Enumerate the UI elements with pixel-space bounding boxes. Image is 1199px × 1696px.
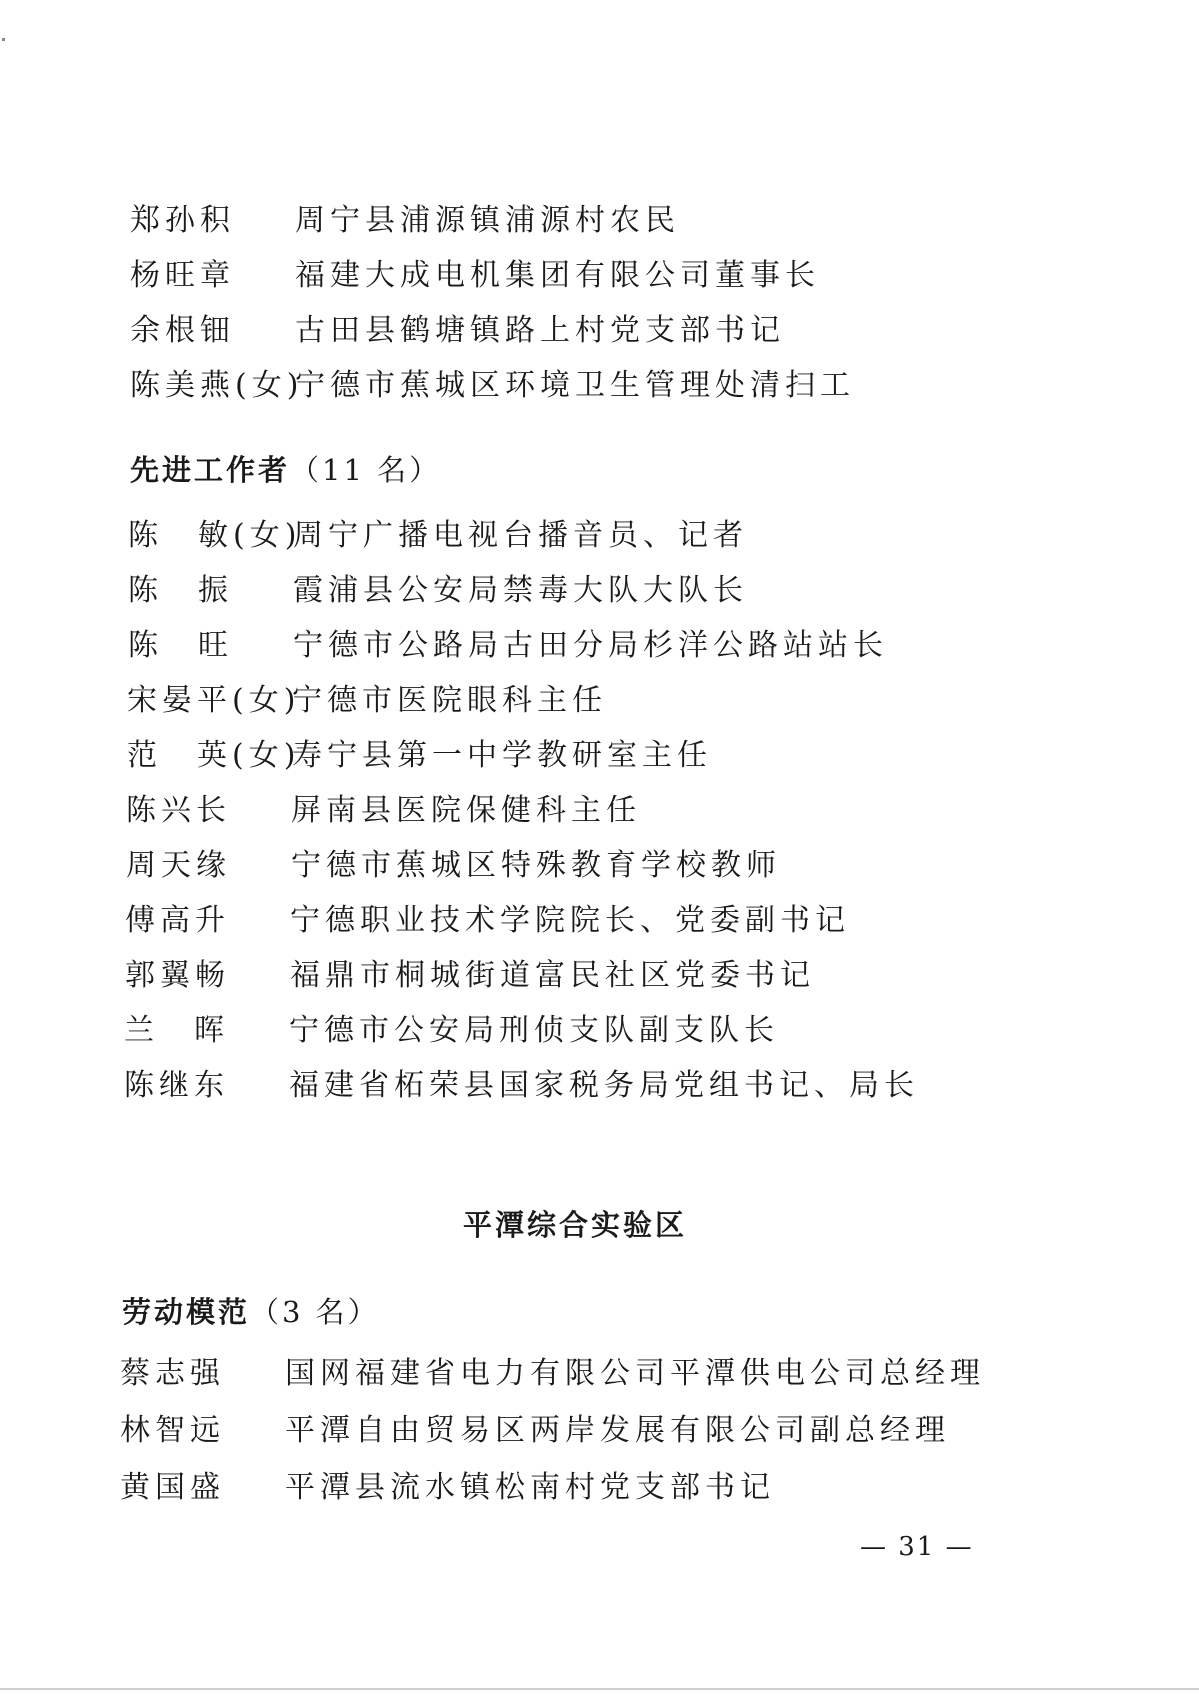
list-item bbox=[128, 508, 748, 556]
scan-edge-line bbox=[0, 1688, 1199, 1690]
list-item bbox=[127, 728, 712, 776]
category-heading bbox=[122, 1290, 380, 1331]
person-name: 宋晏平(女) bbox=[127, 683, 301, 718]
person-title: 屏南县医院保健科主任 bbox=[291, 793, 641, 828]
person-title: 宁德市公安局刑侦支队副支队长 bbox=[289, 1013, 779, 1048]
category-title: 先进工作者 bbox=[130, 453, 291, 487]
person-title: 周宁广播电视台播音员、记者 bbox=[293, 518, 748, 553]
person-name: 郭翼畅 bbox=[125, 958, 230, 993]
person-name: 余根钿 bbox=[130, 313, 235, 348]
list-item bbox=[130, 358, 855, 406]
person-title: 国网福建省电力有限公司平潭供电公司总经理 bbox=[285, 1356, 985, 1391]
person-title: 周宁县浦源镇浦源村农民 bbox=[295, 203, 680, 238]
person-title: 福建省柘荣县国家税务局党组书记、局长 bbox=[289, 1068, 919, 1103]
person-title: 寿宁县第一中学教研室主任 bbox=[292, 738, 712, 773]
person-name: 蔡志强 bbox=[120, 1356, 225, 1391]
list-item bbox=[126, 783, 641, 831]
list-item bbox=[125, 948, 815, 996]
list-item bbox=[130, 303, 785, 351]
person-name: 陈 旺 bbox=[128, 628, 233, 663]
list-item bbox=[130, 193, 680, 241]
list-item bbox=[120, 1403, 950, 1451]
person-name: 周天缘 bbox=[126, 848, 231, 883]
list-item bbox=[126, 838, 781, 886]
person-title: 宁德市公路局古田分局杉洋公路站站长 bbox=[293, 628, 888, 663]
person-name: 陈 敏(女) bbox=[128, 518, 302, 553]
list-item bbox=[125, 893, 850, 941]
person-title: 福鼎市桐城街道富民社区党委书记 bbox=[290, 958, 815, 993]
person-title: 古田县鹤塘镇路上村党支部书记 bbox=[295, 313, 785, 348]
person-title: 霞浦县公安局禁毒大队大队长 bbox=[293, 573, 748, 608]
list-item bbox=[120, 1460, 775, 1508]
category-count: （11 名） bbox=[290, 453, 442, 487]
person-name: 林智远 bbox=[120, 1413, 225, 1448]
list-item bbox=[128, 563, 748, 611]
scan-speck bbox=[2, 38, 5, 41]
page-number: — 31 — bbox=[860, 1532, 974, 1562]
person-title: 宁德市蕉城区环境卫生管理处清扫工 bbox=[295, 368, 855, 403]
category-heading bbox=[130, 448, 441, 489]
person-name: 陈继东 bbox=[124, 1068, 229, 1103]
person-name: 范 英(女) bbox=[127, 738, 301, 773]
person-name: 兰 晖 bbox=[124, 1013, 229, 1048]
person-name: 杨旺章 bbox=[130, 258, 235, 293]
person-title: 平潭自由贸易区两岸发展有限公司副总经理 bbox=[285, 1413, 950, 1448]
person-name: 黄国盛 bbox=[120, 1470, 225, 1505]
person-name: 傅高升 bbox=[125, 903, 230, 938]
category-count: （3 名） bbox=[250, 1295, 380, 1329]
category-title: 劳动模范 bbox=[122, 1295, 251, 1329]
person-name: 陈 振 bbox=[128, 573, 233, 608]
person-name: 陈美燕(女) bbox=[130, 368, 304, 403]
person-title: 宁德职业技术学院院长、党委副书记 bbox=[290, 903, 850, 938]
list-item bbox=[120, 1346, 985, 1394]
list-item bbox=[124, 1058, 919, 1106]
person-name: 陈兴长 bbox=[126, 793, 231, 828]
person-name: 郑孙积 bbox=[130, 203, 235, 238]
person-title: 福建大成电机集团有限公司董事长 bbox=[295, 258, 820, 293]
list-item bbox=[124, 1003, 779, 1051]
section-title: 平潭综合实验区 bbox=[462, 1208, 687, 1242]
list-item bbox=[130, 248, 820, 296]
person-title: 宁德市蕉城区特殊教育学校教师 bbox=[291, 848, 781, 883]
person-title: 宁德市医院眼科主任 bbox=[292, 683, 607, 718]
list-item bbox=[128, 618, 888, 666]
person-title: 平潭县流水镇松南村党支部书记 bbox=[285, 1470, 775, 1505]
list-item bbox=[127, 673, 607, 721]
